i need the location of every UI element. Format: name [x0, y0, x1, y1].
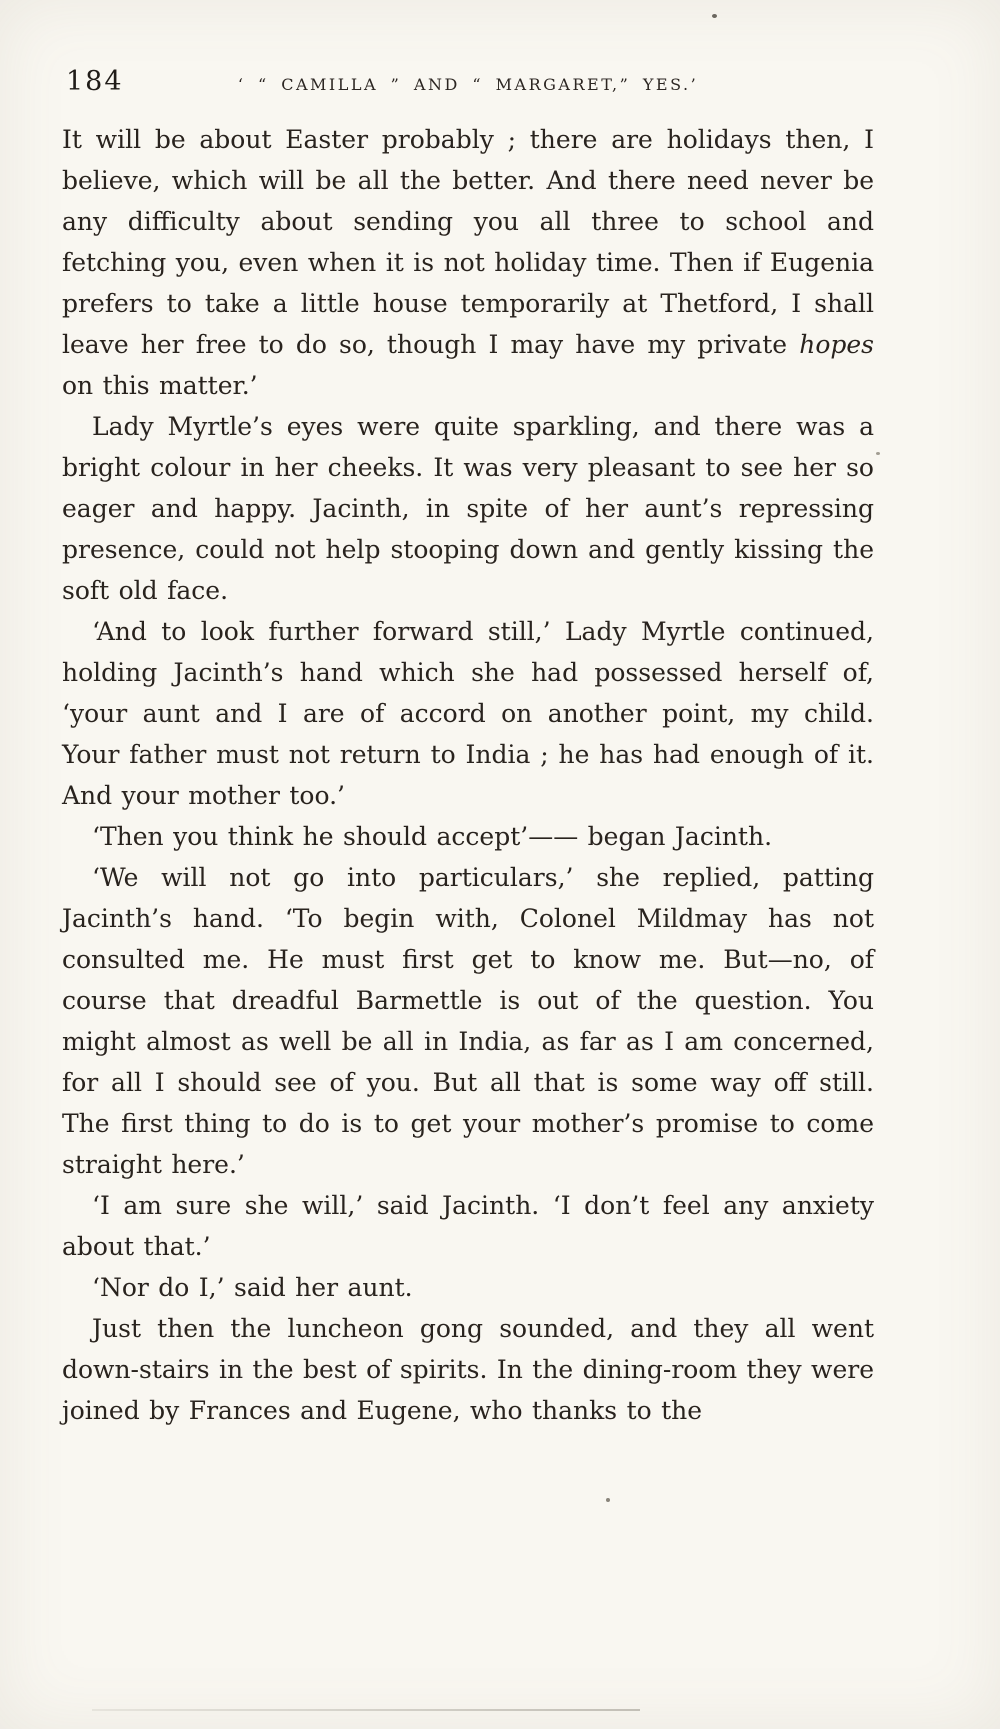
scan-speck: [876, 452, 880, 455]
paragraph: [62, 857, 874, 1185]
text-run: ‘I am sure she will,’ said Jacinth. ‘I don’t feel any anxiety about that.’: [62, 1191, 874, 1261]
scan-speck: [606, 1498, 610, 1502]
italic-text-run: hopes: [799, 330, 874, 359]
paragraph: [62, 816, 874, 857]
text-run: Just then the luncheon gong sounded, and they all went down-stairs in the best of spirits. In the dining-room they were joined by Frances and Eugene, who thanks to the: [62, 1314, 874, 1425]
paragraph: [62, 1267, 874, 1308]
paragraph: [62, 406, 874, 611]
scan-speck: [712, 14, 717, 18]
text-run: ‘Then you think he should accept’—— began Jacinth.: [92, 822, 773, 851]
text-run: ‘And to look further forward still,’ Lady Myrtle continued, holding Jacinth’s hand which she had possessed herself of, ‘your aunt and I are of accord on another point, my child. Your father must not return to India ; he has had enough of it. And your mother too.’: [62, 617, 874, 810]
paragraph: [62, 611, 874, 816]
text-run: It will be about Easter probably ; there are holidays then, I believe, which will be all the better. And there need never be any difficulty about sending you all three to school and fetching you, even when it is not holiday time. Then if Eugenia prefers to take a little house temporarily at Thetford, I shall leave her free to do so, though I may have my private: [62, 125, 874, 359]
paragraph: [62, 119, 874, 406]
scan-edge-line: [92, 1709, 640, 1711]
page-header: [62, 66, 874, 100]
page-number: 184: [66, 66, 124, 97]
text-run: Lady Myrtle’s eyes were quite sparkling, and there was a bright colour in her cheeks. It was very pleasant to see her so eager and happy. Jacinth, in spite of her aunt’s repressing presence, could not help stooping down and gently kissing the soft old face.: [62, 412, 874, 605]
paragraph: [62, 1308, 874, 1431]
paragraph: [62, 1185, 874, 1267]
page-body: [62, 119, 874, 1431]
text-run: ‘We will not go into particulars,’ she replied, patting Jacinth’s hand. ‘To begin with, Colonel Mildmay has not consulted me. He must first get to know me. But—no, of course that dreadful Barmettle is out of the question. You might almost as well be all in India, as far as I am concerned, for all I should see of you. But all that is some way off still. The first thing to do is to get your mother’s promise to come straight here.’: [62, 863, 874, 1179]
text-run: ‘Nor do I,’ said her aunt.: [92, 1273, 413, 1302]
text-run: on this matter.’: [62, 371, 258, 400]
running-title: ‘ “ CAMILLA ” AND “ MARGARET,” YES.’: [237, 75, 699, 94]
